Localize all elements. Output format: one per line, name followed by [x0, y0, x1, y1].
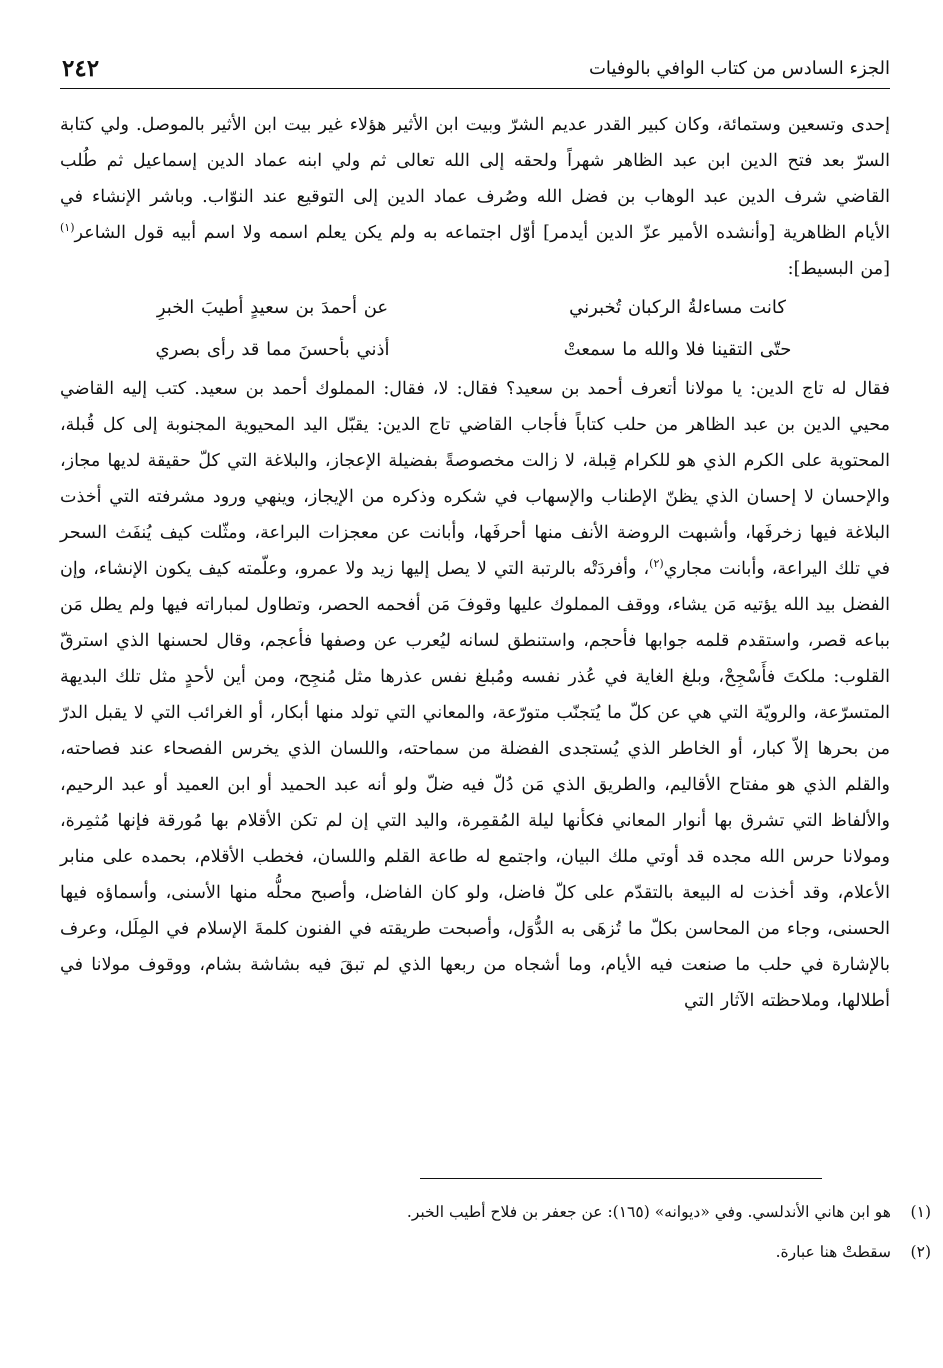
running-header [60, 48, 890, 89]
paragraph-1-tail: [من البسيط]: [787, 259, 890, 279]
footnotes [131, 1192, 931, 1272]
footnote-1 [131, 1192, 931, 1232]
verse-2-second-hemistich: أذني بأحسنَ مما قد رأى بصري [155, 339, 390, 360]
verse-2-first-hemistich: حتّى التقينا فلا والله ما سمعتْ [563, 339, 792, 360]
footnote-text: هو ابن هاني الأندلسي. وفي «ديوانه» (١٦٥): عن جعفر بن فلاح أطيب الخبر. [406, 1203, 891, 1221]
poem [60, 287, 890, 371]
footnote-ref-2: (٢) [649, 557, 664, 571]
verse-1-second-hemistich: عن أحمدَ بن سعيدٍ أطيبَ الخبرِ [156, 297, 389, 318]
footnote-number: (١) [910, 1203, 931, 1221]
paragraph-2-tail: ، وأفردَتْه بالرتبة التي لا يصل إليها زيد ولا عمرو، وعلّمته كيف يكون الإنشاء، وإن الفضل بيد الله يؤتيه مَن يشاء، ووقف المملوك عليها وقوفَ مَن أفحمه الحصر، وتطاول لمباراته فيها ولم يطل مَن بباعه قصر، واستقدم قلمه جوابها فأحجم، واستنطق لسانه ليُعرب عن وصفها فأعجم، وقال لحسنها الذي استرقّ القلوب: ملكتَ فأَسْجِحْ، وبلغ الغاية في عُذر نفسه ومُبلغ نفس عذرها مثل مُنجِح، ومن أين لأحدٍ مثل تلك البديهة المتسرّعة، والرويّة التي هي عن كلّ ما يُتجنّب متورّعة، والمعاني التي تولد منها أبكار، أو الغرائب التي لا يقبل الدرّ من بحرها إلاّ كبار، أو الخاطر الذي يُستجدى الفضلة من سماحته، واللسان الذي يخرس الفصحاء عند فصاحته، والقلم الذي هو مفتاح الأقاليم، والطريق الذي مَن دُلّ فيه ضلّ ولو أنه عبد الحميد أو ابن العميد أو عبد الرحيم، والألفاظ التي تشرق بها أنوار المعاني فكأنها ليلة المُقمِرة، واليد التي إن لم تكن الأقلام بها مُورقة فإنها مُثمِرة، ومولانا حرس الله مجده قد أوتي ملك البيان، واجتمع له طاعة القلم واللسان، فخطب الأقلام، بحمده على منابر الأعلام، وقد أخذت له البيعة بالتقدّم على كلّ فاضل، ولو كان الفاضل، وأصبح محلُّه منها الأسنى، وأسماؤه فيها الحسنى، وجاء من المحاسن بكلّ ما تُزهَى به الدُّوَل، وأصبحت طريقته في الفنون كلمةَ الإسلام في المِلَل، وعرف بالإشارة في حلب ما صنعت فيه الأيام، وما أشجاه من ربعها الذي لم تبقَ فيه بشاشة بشام، ووقوف مولانا في أطلالها، وملاحظته الآثار التي [60, 559, 890, 1011]
verse-1-first-hemistich: كانت مساءلةُ الركبان تُخبرني [569, 297, 786, 318]
paragraph-1-text: إحدى وتسعين وستمائة، وكان كبير القدر عديم الشرّ وبيت ابن الأثير هؤلاء غير بيت ابن الأثير بالموصل. ولي كتابة السرّ بعد فتح الدين ابن عبد الظاهر شهراً ولحقه إلى الله تعالى ثم ولي ابنه عماد الدين إسماعيل ثم طُلب القاضي شرف الدين عبد الوهاب بن فضل الله وصُرف عماد الدين إلى التوقيع عند النوّاب. وباشر الإنشاء في الأيام الظاهرية [وأنشده الأمير عزّ الدين أيدمر] أوّل اجتماعه به ولم يكن يعلم اسمه ولا اسم أبيه قول الشاعر [60, 115, 890, 243]
footnote-number: (٢) [910, 1243, 931, 1261]
footnote-separator [420, 1178, 822, 1179]
paragraph-2 [60, 371, 890, 1019]
verse-line-1 [60, 287, 890, 329]
main-text [60, 107, 890, 1019]
paragraph-2-text: فقال له تاج الدين: يا مولانا أتعرف أحمد بن سعيد؟ فقال: لا، فقال: المملوك أحمد بن سعيد. كتب إليه القاضي محيي الدين بن عبد الظاهر من حلب كتاباً فأجاب القاضي تاج الدين: يقبّل اليد المحيوية المجنوبة إلى كل قُبلة، المحتوية على الكرم الذي هو للكرام قِبلة، لا زالت مخصوصةً بفضيلة الإعجاز، والبلاغة التي كلّ حقيقة لديها مجاز، والإحسان لا إحسان الذي يظنّ الإطناب والإسهاب في شكره وذكره من الإيجاز، وينهي ورود مشرفته التي أخذت البلاغة فيها زخرفَها، وأشبهت الروضة الأنف منها أحرفَها، وأبانت عن معجزات البراعة، ومثّلت كيف يُنفَث السحر في تلك اليراعة، وأبانت مجاري [60, 379, 890, 579]
footnote-text: سقطتْ هنا عبارة. [775, 1243, 891, 1261]
paragraph-1 [60, 107, 890, 287]
page-number: ٢٤٢ [62, 54, 100, 82]
book-title: الجزء السادس من كتاب الوافي بالوفيات [588, 57, 890, 79]
footnote-ref-1: (١) [60, 221, 75, 235]
book-page [60, 48, 890, 1338]
footnote-2 [131, 1232, 931, 1272]
verse-line-2 [60, 329, 890, 371]
